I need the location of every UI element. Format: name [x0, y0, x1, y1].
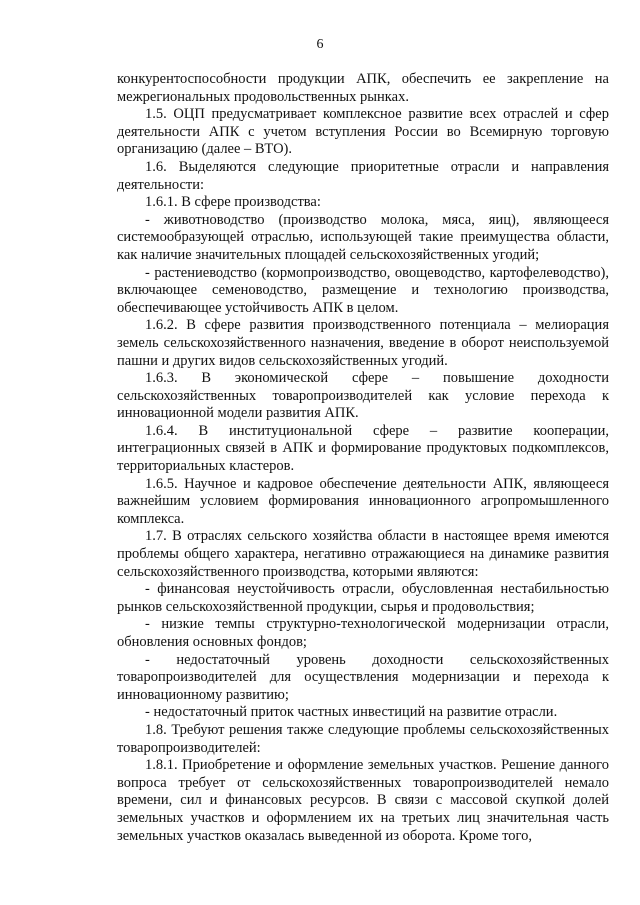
- paragraph-1-6: 1.6. Выделяются следующие приоритетные отрасли и направления деятельности:: [117, 158, 609, 193]
- list-item-insufficient-profitability: - недостаточный уровень доходности сельскохозяйственных товаропроизводителей для осуществления модернизации и перехода к инновационному развитию;: [117, 651, 609, 703]
- list-item-low-modernization: - низкие темпы структурно-технологической модернизации отрасли, обновления основных фондов;: [117, 616, 609, 650]
- list-item-financial-instability: - финансовая неустойчивость отрасли, обусловленная нестабильностью рынков сельскохозяйственной продукции, сырья и продовольствия;: [117, 581, 609, 615]
- paragraph-1-7: 1.7. В отраслях сельского хозяйства области в настоящее время имеются проблемы общего характера, негативно отражающиеся на динамике развития сельскохозяйственного производства, которыми являются:: [117, 528, 609, 580]
- page-number: 6: [316, 37, 324, 52]
- list-item-crop-production: - растениеводство (кормопроизводство, овощеводство, картофелеводство), включающее семеноводство, размещение и технологию производства, обеспечивающее устойчивость АПК в целом.: [117, 264, 609, 316]
- paragraph-1-6-3: 1.6.3. В экономической сфере – повышение доходности сельскохозяйственных товаропроизводителей как условие перехода к инновационной модели развития АПК.: [117, 370, 609, 422]
- list-item-insufficient-investment: - недостаточный приток частных инвестиций на развитие отрасли.: [145, 704, 558, 721]
- paragraph-1-8: 1.8. Требуют решения также следующие проблемы сельскохозяйственных товаропроизводителей:: [117, 721, 609, 756]
- paragraph-1-8-1: 1.8.1. Приобретение и оформление земельных участков. Решение данного вопроса требует от сельскохозяйственных товаропроизводителей немало времени, сил и финансовых ресурсов. В связи с массовой скупкой долей земельных участков и оформлением их на третьих лиц значительная часть земельных участков оказалась выведенной из оборота. Кроме того,: [117, 757, 609, 844]
- document-body: [117, 71, 609, 845]
- paragraph-continuation: конкурентоспособности продукции АПК, обеспечить ее закрепление на межрегиональных продовольственных рынках.: [117, 71, 609, 105]
- paragraph-1-6-4: 1.6.4. В институциональной сфере – развитие кооперации, интеграционных связей в АПК и формирование продуктовых подкомплексов, территориальных кластеров.: [117, 422, 609, 475]
- paragraph-1-5: 1.5. ОЦП предусматривает комплексное развитие всех отраслей и сфер деятельности АПК с учетом вступления России во Всемирную торговую организацию (далее – ВТО).: [117, 106, 609, 158]
- paragraph-1-6-2: 1.6.2. В сфере развития производственного потенциала – мелиорация земель сельскохозяйственного назначения, введение в оборот неиспользуемой пашни и других видов сельскохозяйственных угодий.: [117, 317, 609, 369]
- paragraph-1-6-5: 1.6.5. Научное и кадровое обеспечение деятельности АПК, являющееся важнейшим условием формирования инновационного агропромышленного комплекса.: [117, 475, 609, 527]
- paragraph-1-6-1: 1.6.1. В сфере производства:: [145, 194, 321, 211]
- list-item-livestock: - животноводство (производство молока, мяса, яиц), являющееся системообразующей отраслью, использующей такие преимущества области, как наличие значительных площадей сельскохозяйственных угодий;: [117, 211, 609, 263]
